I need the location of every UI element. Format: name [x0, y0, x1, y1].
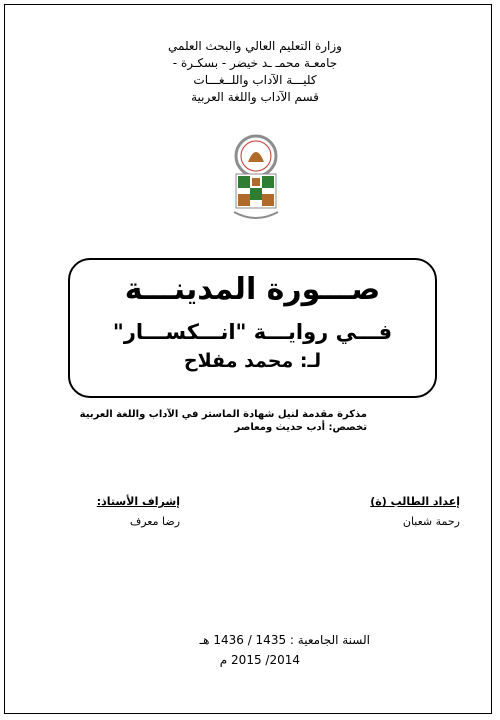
hijri-year: السنة الجامعية : 1435 / 1436 هـ — [199, 633, 370, 647]
ministry-line: وزارة التعليم العالي والبحث العلمي — [168, 39, 342, 53]
memo-specialty-line: تخصص: أدب حديث ومعاصر — [234, 422, 367, 433]
student-block — [340, 492, 460, 532]
institution-header — [150, 38, 360, 106]
student-name: رحمة شعبان — [402, 515, 460, 528]
department-line: قسم الآداب واللغة العربية — [191, 90, 319, 104]
novel-author: لـ: محمد مفلاح — [183, 350, 322, 372]
university-line: جامعـة محمـ ـد خيضر - بسكـرة - — [172, 56, 338, 70]
thesis-title-box — [68, 258, 437, 398]
supervisor-name: رضا معرف — [129, 515, 180, 528]
academic-year — [160, 630, 370, 670]
supervisor-block — [80, 492, 180, 532]
thesis-title: صـــورة المدينـــة — [124, 272, 381, 307]
university-emblem-icon — [228, 134, 284, 224]
student-label: إعداد الطالب (ة) — [370, 495, 460, 508]
thesis-subtitle: فـــي روايـــة "انـــكســـار" — [112, 320, 393, 344]
faculty-line: كليـــة الآداب واللــغـــات — [193, 73, 317, 87]
gregorian-year: 2014/ 2015 م — [219, 653, 300, 667]
supervisor-label: إشراف الأستاذ: — [96, 495, 180, 508]
memo-degree-line: مذكرة مقدمة لنيل شهادة الماستر في الآداب واللغة العربية — [79, 409, 367, 420]
memo-description — [79, 408, 367, 434]
